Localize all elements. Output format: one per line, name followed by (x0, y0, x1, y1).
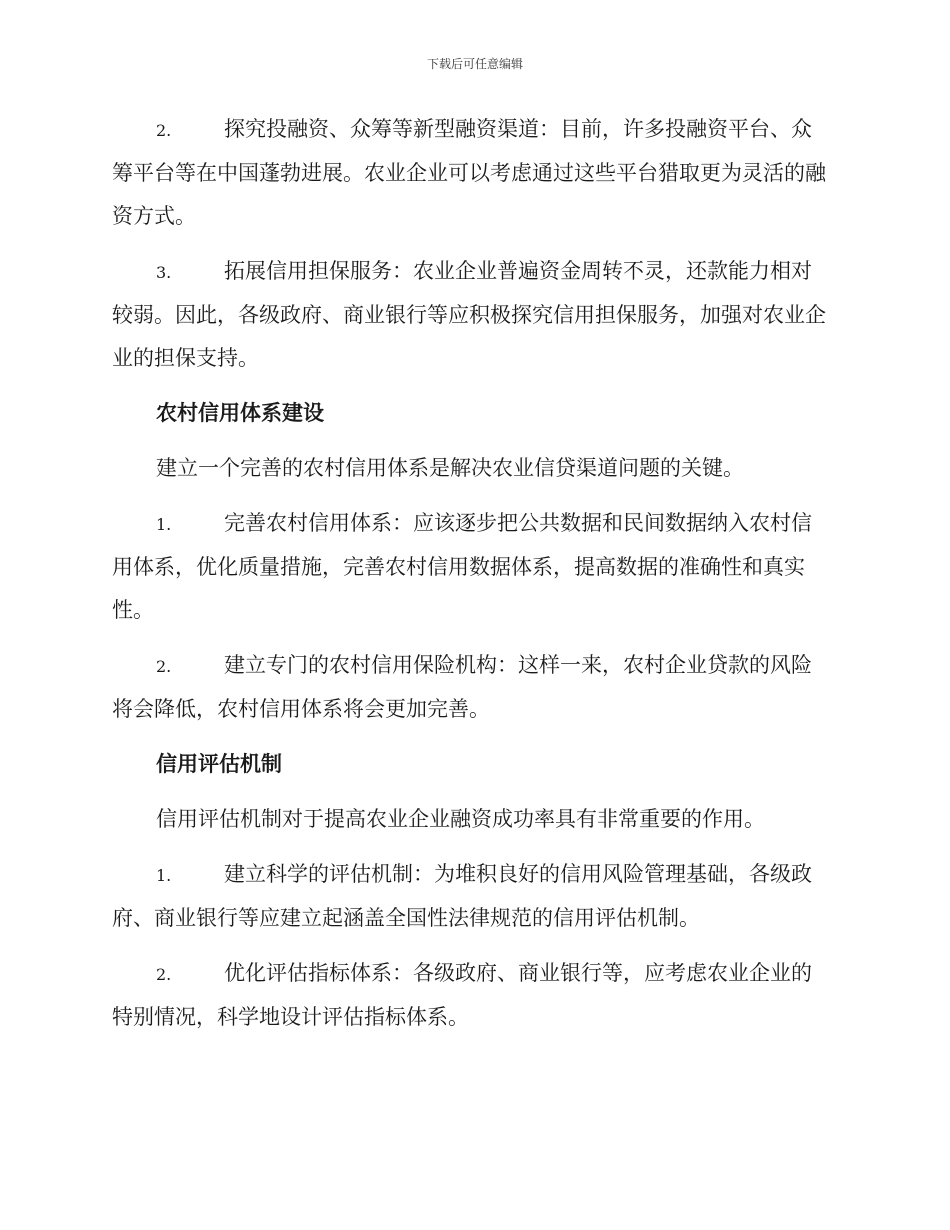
list-number: 2. (156, 965, 172, 984)
list-number: 1. (156, 866, 172, 885)
list-number: 2. (156, 657, 172, 676)
list-item-text: 拓展信用担保服务：农业企业普遍资金周转不灵，还款能力相对较弱。因此，各级政府、商业银行等应积极探究信用担保服务，加强对农业企业的担保支持。 (112, 259, 826, 370)
list-item-text: 优化评估指标体系：各级政府、商业银行等，应考虑农业企业的特别情况，科学地设计评估指标体系。 (112, 961, 812, 1029)
document-body (112, 108, 832, 1051)
list-item (112, 952, 832, 1039)
list-number: 1. (156, 515, 172, 534)
list-item-text: 建立专门的农村信用保险机构：这样一来，农村企业贷款的风险将会降低，农村信用体系将会更加完善。 (112, 653, 812, 721)
list-item-text: 建立科学的评估机制：为堆积良好的信用风险管理基础，各级政府、商业银行等应建立起涵盖全国性法律规范的信用评估机制。 (112, 862, 812, 930)
body-paragraph: 信用评估机制对于提高农业企业融资成功率具有非常重要的作用。 (156, 807, 765, 831)
list-item (112, 502, 832, 632)
list-item (112, 853, 832, 940)
list-item-text: 完善农村信用体系：应该逐步把公共数据和民间数据纳入农村信用体系，优化质量措施，完善农村信用数据体系，提高数据的准确性和真实性。 (112, 511, 812, 622)
section-heading-rural-credit: 农村信用体系建设 (156, 401, 324, 425)
section-heading-credit-evaluation: 信用评估机制 (156, 752, 282, 776)
list-number: 2. (156, 121, 172, 140)
list-number: 3. (156, 263, 172, 282)
list-item (112, 250, 832, 380)
list-item (112, 644, 832, 731)
page-header: 下载后可任意编辑 (426, 57, 523, 71)
list-item (112, 108, 832, 238)
list-item-text: 探究投融资、众筹等新型融资渠道：目前，许多投融资平台、众筹平台等在中国蓬勃进展。农业企业可以考虑通过这些平台猎取更为灵活的融资方式。 (112, 117, 826, 228)
body-paragraph: 建立一个完善的农村信用体系是解决农业信贷渠道问题的关键。 (156, 456, 744, 480)
